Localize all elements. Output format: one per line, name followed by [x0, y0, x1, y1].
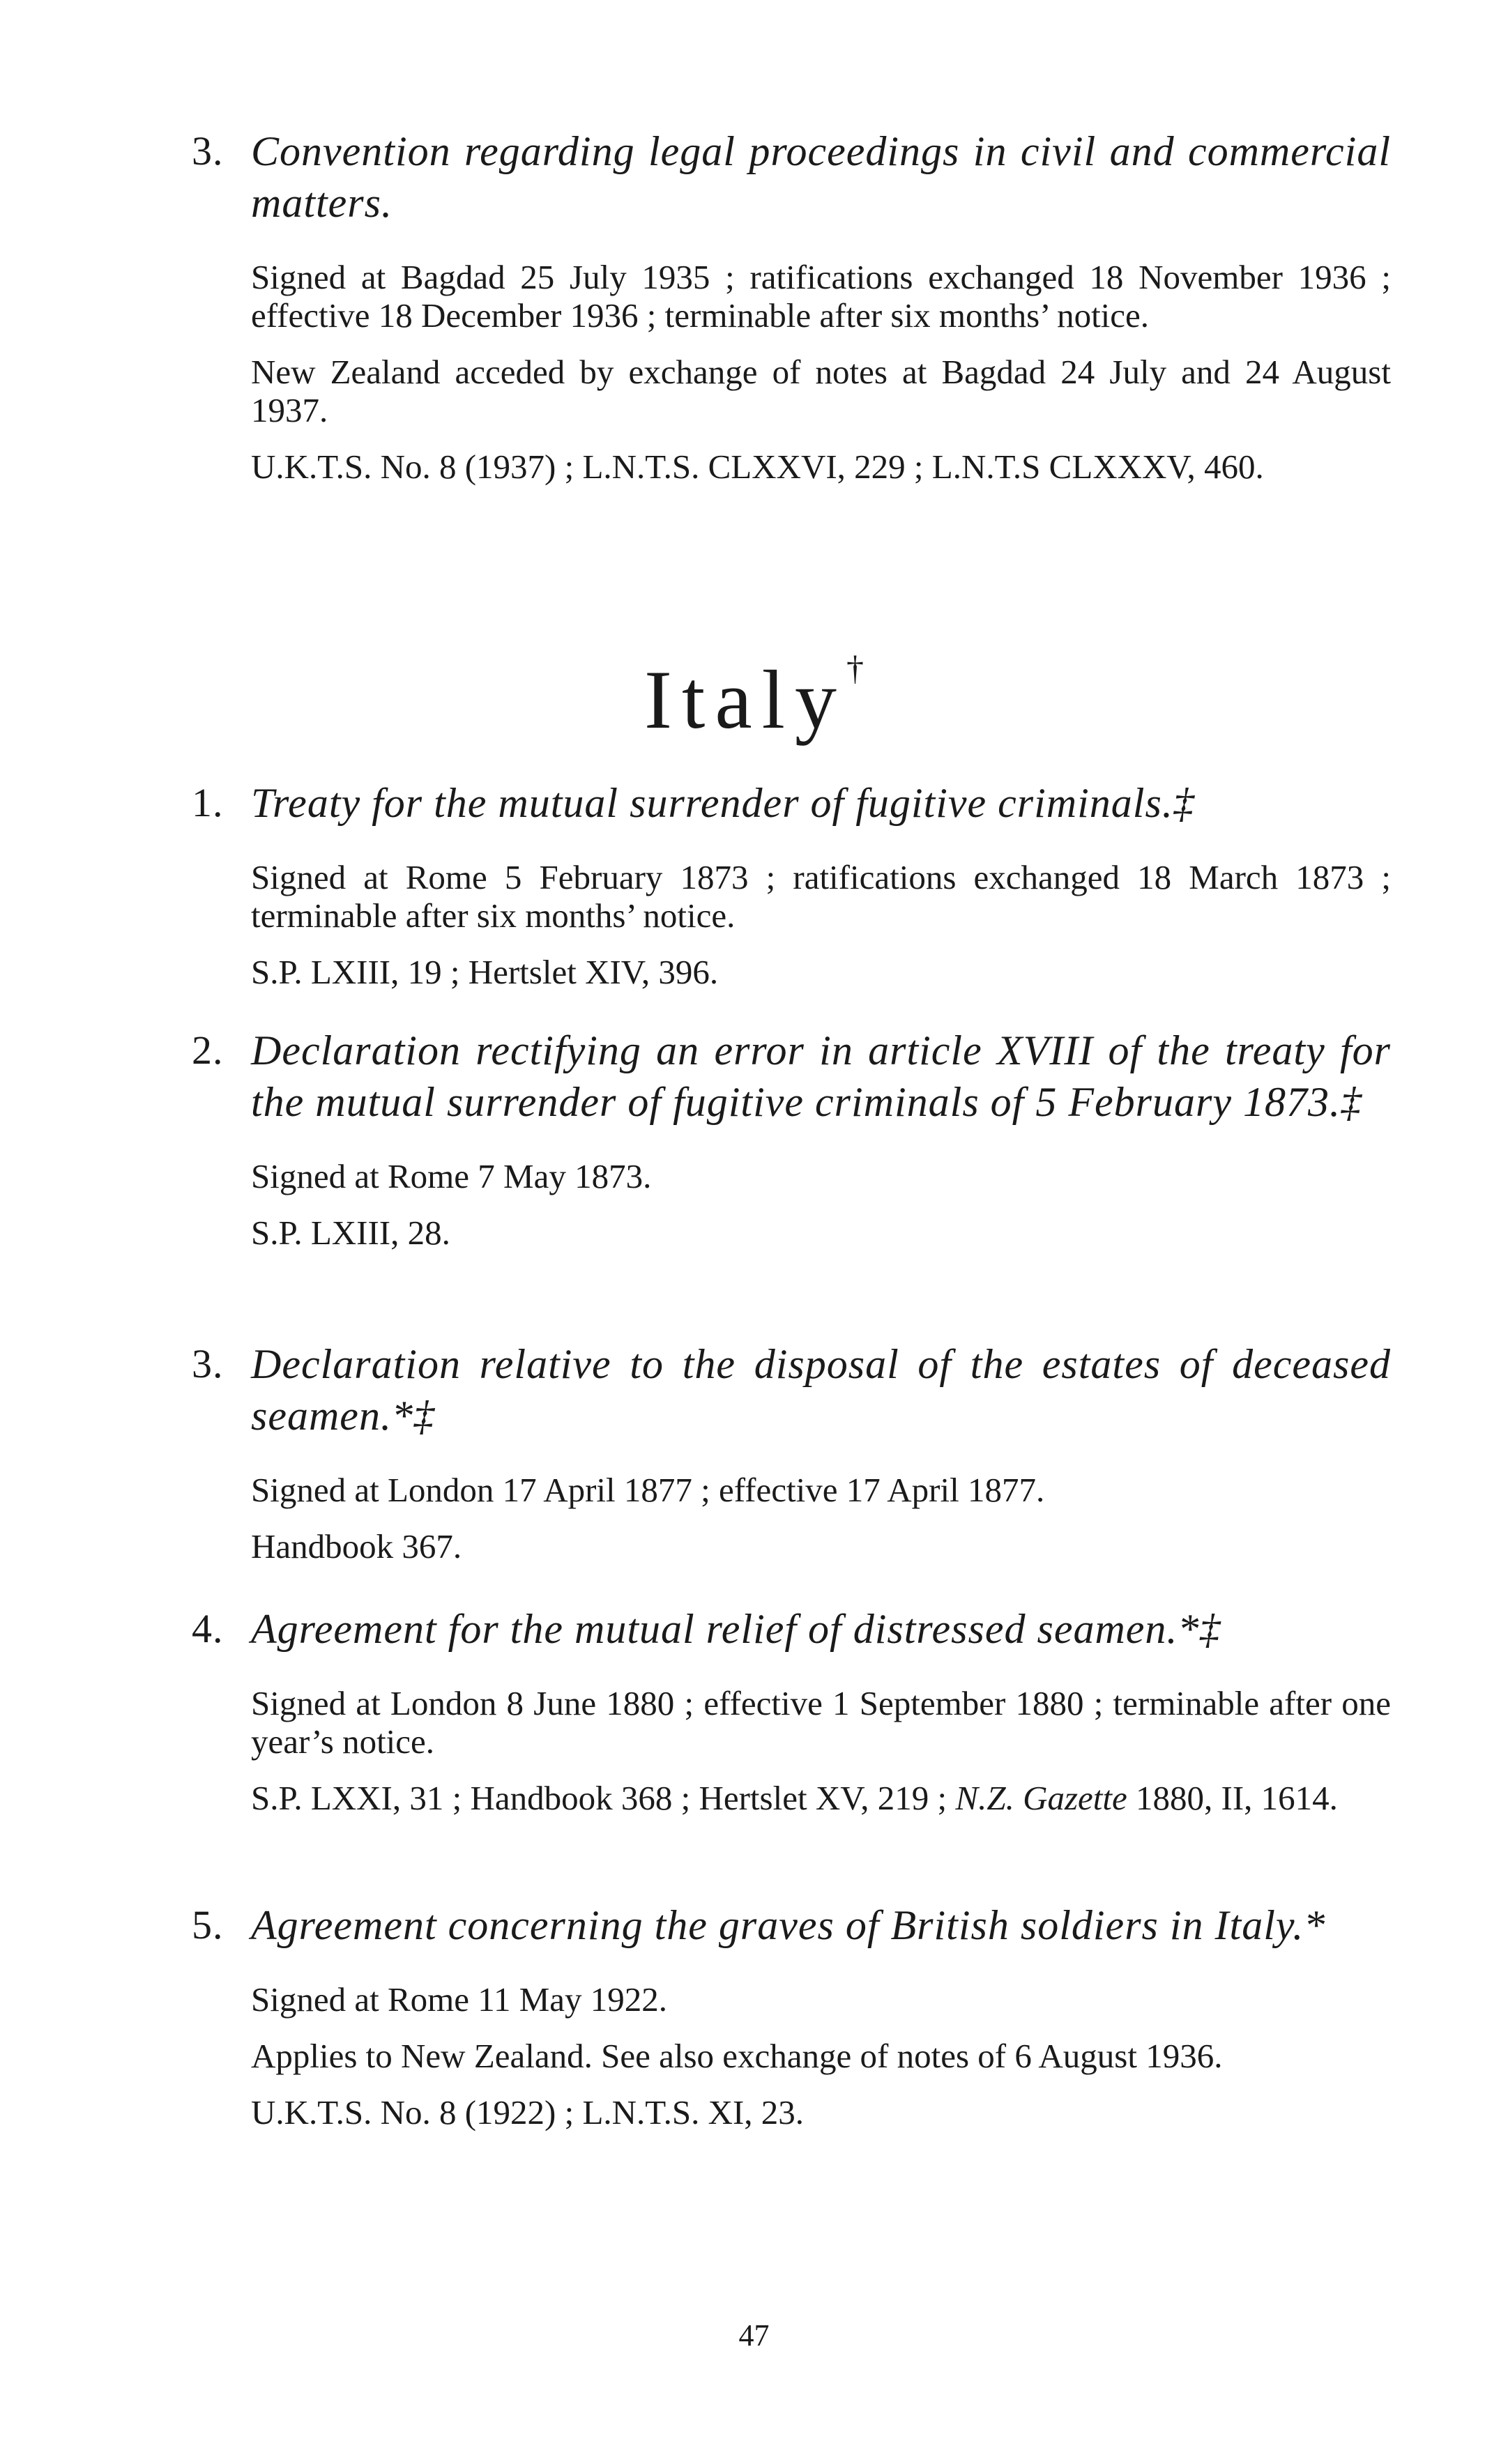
entry-number: 3. [192, 128, 224, 174]
entry-number: 5. [192, 1902, 224, 1948]
entry-paragraph: New Zealand acceded by exchange of notes at Bagdad 24 July and 24 August 1937. [251, 353, 1391, 429]
citation-text: 1880, II, 1614. [1127, 1779, 1338, 1817]
entry-title-text: Agreement for the mutual relief of distressed seamen.*‡ [251, 1606, 1221, 1652]
entry-paragraph: Signed at London 8 June 1880 ; effective 1 September 1880 ; terminable after one year’s notice. [251, 1684, 1391, 1761]
treaty-entry [192, 1603, 1391, 1817]
treaty-entry [192, 1025, 1391, 1252]
entry-title-text: Convention regarding legal proceedings in civil and commercial matters. [251, 128, 1391, 226]
entry-title [192, 1899, 1391, 1951]
entry-title [192, 125, 1391, 229]
entry-paragraph: Signed at Rome 7 May 1873. [251, 1157, 652, 1195]
entry-title-text: Declaration relative to the disposal of the estates of deceased seamen.*‡ [251, 1341, 1391, 1439]
entry-number: 3. [192, 1341, 224, 1386]
entry-paragraph: Signed at London 17 April 1877 ; effective 17 April 1877. [251, 1471, 1045, 1509]
entry-paragraph: U.K.T.S. No. 8 (1937) ; L.N.T.S. CLXXVI, 229 ; L.N.T.S CLXXXV, 460. [251, 447, 1264, 486]
page-number: 47 [738, 2318, 770, 2352]
section-heading-mark: † [846, 648, 864, 687]
entry-paragraph: S.P. LXIII, 19 ; Hertslet XIV, 396. [251, 953, 719, 991]
treaty-entry [192, 1338, 1391, 1566]
treaty-entry [192, 1899, 1391, 2132]
entry-title-text: Treaty for the mutual surrender of fugitive criminals.‡ [251, 780, 1195, 826]
entry-title [192, 1025, 1391, 1128]
section-heading-text: Italy [644, 653, 846, 746]
entry-title [192, 777, 1391, 829]
entry-title-text: Agreement concerning the graves of British soldiers in Italy.* [251, 1902, 1326, 1948]
entry-title-text: Declaration rectifying an error in article XVIII of the treaty for the mutual surrender of fugitive criminals of 5 February 1873.‡ [251, 1027, 1391, 1125]
treaty-entry [192, 777, 1391, 991]
entry-paragraph: Applies to New Zealand. See also exchange of notes of 6 August 1936. [251, 2037, 1223, 2075]
citation-text: S.P. LXXI, 31 ; Handbook 368 ; Hertslet XV, 219 ; [251, 1779, 956, 1817]
treaty-entry [192, 125, 1391, 486]
entry-paragraph: Handbook 367. [251, 1527, 462, 1566]
entry-paragraph: Signed at Bagdad 25 July 1935 ; ratifications exchanged 18 November 1936 ; effective 18 December 1936 ; terminable after six months’ notice. [251, 258, 1391, 335]
entry-paragraph: U.K.T.S. No. 8 (1922) ; L.N.T.S. XI, 23. [251, 2093, 805, 2132]
entry-paragraph: S.P. LXIII, 28. [251, 1214, 450, 1252]
entry-title [192, 1338, 1391, 1441]
entry-paragraph: Signed at Rome 11 May 1922. [251, 1980, 668, 2019]
citation-gazette: N.Z. Gazette [955, 1779, 1127, 1817]
entry-title [192, 1603, 1391, 1655]
entry-number: 4. [192, 1606, 224, 1651]
entry-number: 1. [192, 780, 224, 825]
section-heading [0, 648, 1508, 748]
entry-citation [251, 1779, 1391, 1817]
entry-paragraph: Signed at Rome 5 February 1873 ; ratifications exchanged 18 March 1873 ; terminable after six months’ notice. [251, 858, 1391, 935]
entry-number: 2. [192, 1027, 224, 1073]
